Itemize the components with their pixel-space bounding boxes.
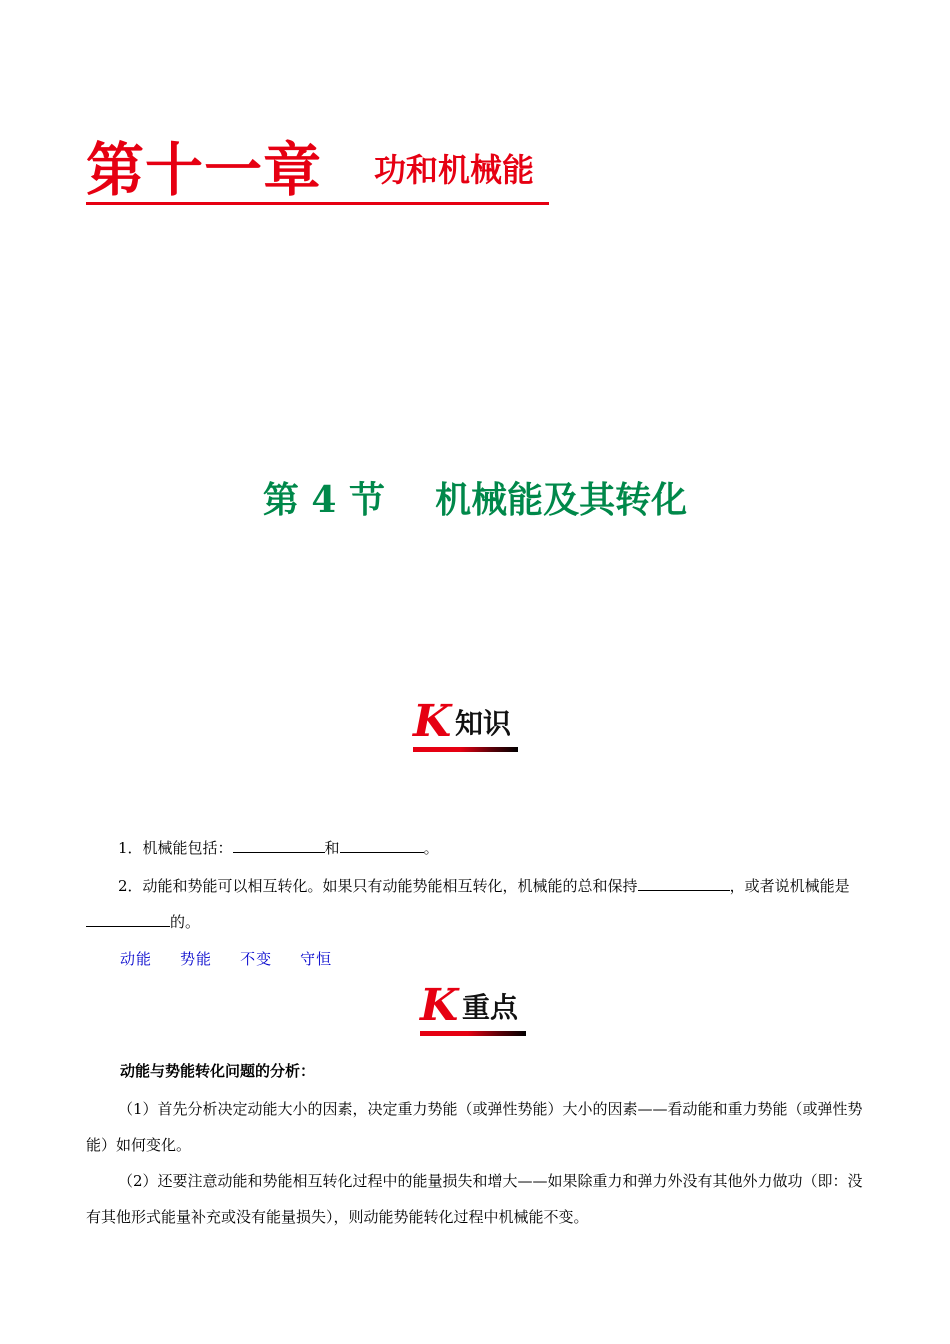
question-2-prefix: 2．动能和势能可以相互转化。如果只有动能势能相互转化，机械能的总和保持 — [118, 877, 638, 895]
answer-key — [120, 944, 350, 974]
question-2-middle: ，或者说机械能是 — [729, 877, 850, 895]
answer-item: 动能 — [120, 950, 153, 968]
knowledge-label: 知识 — [455, 707, 512, 740]
answer-item: 不变 — [240, 950, 273, 968]
section-title — [0, 474, 950, 526]
badge-underline — [413, 747, 518, 752]
answer-item: 势能 — [180, 950, 213, 968]
answer-blank — [638, 872, 730, 891]
badge-underline — [420, 1031, 526, 1036]
answer-blank — [340, 834, 424, 853]
question-2-end: 的。 — [170, 913, 201, 931]
chapter-number: 第十一章 — [86, 136, 323, 204]
question-1-prefix: 1．机械能包括： — [118, 839, 233, 857]
question-1 — [86, 830, 866, 866]
knowledge-badge — [413, 696, 518, 752]
chapter-header — [86, 138, 549, 205]
analysis-point-2 — [86, 1163, 866, 1235]
analysis-point-1-text: （1）首先分析决定动能大小的因素，决定重力势能（或弹性势能）大小的因素——看动能和重力势能（或弹性势能）如何变化。 — [86, 1100, 863, 1154]
section-name: 机械能及其转化 — [435, 479, 688, 521]
answer-item: 守恒 — [300, 950, 333, 968]
k-logo-letter: K — [413, 696, 452, 747]
key-points-label: 重点 — [462, 991, 519, 1024]
answer-blank — [86, 908, 170, 927]
analysis-point-1 — [86, 1091, 866, 1163]
key-points-badge — [420, 980, 526, 1036]
chapter-name: 功和机械能 — [374, 151, 535, 189]
analysis-point-2-text: （2）还要注意动能和势能相互转化过程中的能量损失和增大——如果除重力和弹力外没有其他外力做功（即：没有其他形式能量补充或没有能量损失），则动能势能转化过程中机械能不变。 — [86, 1172, 863, 1226]
question-2 — [86, 868, 866, 940]
section-number: 第 4 节 — [262, 479, 385, 521]
question-1-middle: 和 — [324, 839, 340, 857]
k-logo-letter: K — [420, 980, 459, 1031]
answer-blank — [233, 834, 325, 853]
question-1-end: 。 — [423, 839, 439, 857]
analysis-title: 动能与势能转化问题的分析： — [120, 1062, 316, 1080]
